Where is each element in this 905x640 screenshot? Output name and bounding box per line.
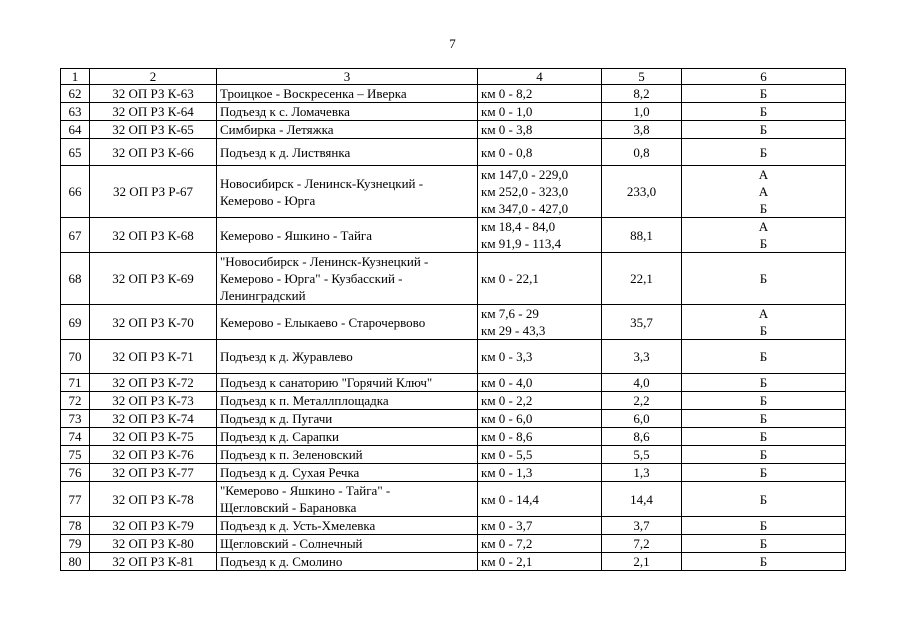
category-cell: [682, 166, 846, 218]
row-number-cell: 75: [61, 446, 90, 464]
road-name-line: Щегловский - Барановка: [220, 500, 357, 515]
length-cell: 0,8: [602, 139, 682, 166]
road-code-cell: 32 ОП РЗ К-73: [90, 392, 217, 410]
category-line: Б: [759, 393, 768, 408]
category-cell: [682, 85, 846, 103]
category-cell: [682, 121, 846, 139]
road-code-cell: 32 ОП РЗ К-66: [90, 139, 217, 166]
row-number-cell: 78: [61, 517, 90, 535]
km-range-line: км 347,0 - 427,0: [481, 201, 569, 216]
category-line: А: [758, 219, 769, 234]
road-name-line: Подъезд к д. Сухая Речка: [220, 465, 360, 480]
road-name-cell: [217, 482, 478, 517]
km-range-line: км 29 - 43,3: [481, 323, 546, 338]
length-cell: 4,0: [602, 374, 682, 392]
length-cell: 2,1: [602, 553, 682, 571]
road-name-line: Кемерово - Яшкино - Тайга: [220, 227, 373, 243]
km-range-cell: [478, 139, 602, 166]
road-name-line: Подъезд к д. Сарапки: [220, 429, 339, 444]
km-range-cell: [478, 253, 602, 305]
row-number-cell: 76: [61, 464, 90, 482]
category-cell: [682, 517, 846, 535]
km-range-line: км 0 - 3,8: [481, 122, 533, 137]
road-name-cell: [217, 121, 478, 139]
table-row: [61, 535, 846, 553]
category-cell: [682, 410, 846, 428]
road-name-line: Симбирка - Летяжка: [220, 122, 334, 137]
roads-table: [60, 68, 846, 571]
row-number-cell: 67: [61, 218, 90, 253]
km-range-line: км 0 - 8,6: [481, 429, 533, 444]
km-range-cell: [478, 428, 602, 446]
row-number-cell: 64: [61, 121, 90, 139]
km-range-line: км 252,0 - 323,0: [481, 184, 569, 199]
road-name-cell: [217, 553, 478, 571]
row-number-cell: 74: [61, 428, 90, 446]
category-cell: [682, 482, 846, 517]
km-range-line: км 0 - 14,4: [481, 491, 539, 507]
category-cell: [682, 446, 846, 464]
table-row: [61, 340, 846, 374]
road-name-line: Подъезд к д. Пугачи: [220, 411, 333, 426]
road-name-cell: [217, 305, 478, 340]
category-line: А: [758, 167, 769, 182]
km-range-line: км 0 - 3,7: [481, 518, 533, 533]
table-row: [61, 166, 846, 218]
category-line: Б: [759, 104, 768, 119]
km-range-line: км 0 - 2,2: [481, 393, 533, 408]
category-cell: [682, 464, 846, 482]
road-name-cell: [217, 85, 478, 103]
road-code-cell: 32 ОП РЗ К-80: [90, 535, 217, 553]
road-name-cell: [217, 340, 478, 374]
road-name-cell: [217, 535, 478, 553]
km-range-line: км 0 - 6,0: [481, 411, 533, 426]
length-cell: 3,8: [602, 121, 682, 139]
road-name-line: Щегловский - Солнечный: [220, 536, 363, 551]
category-cell: [682, 253, 846, 305]
length-cell: 1,3: [602, 464, 682, 482]
km-range-cell: [478, 517, 602, 535]
km-range-cell: [478, 392, 602, 410]
category-cell: [682, 139, 846, 166]
length-cell: 8,6: [602, 428, 682, 446]
row-number-cell: 65: [61, 139, 90, 166]
table-row: [61, 218, 846, 253]
category-line: Б: [759, 465, 768, 480]
road-code-cell: 32 ОП РЗ К-70: [90, 305, 217, 340]
length-cell: 8,2: [602, 85, 682, 103]
km-range-cell: [478, 85, 602, 103]
category-cell: [682, 428, 846, 446]
category-cell: [682, 553, 846, 571]
km-range-line: км 0 - 1,3: [481, 465, 533, 480]
category-line: Б: [759, 349, 768, 364]
category-cell: [682, 103, 846, 121]
km-range-cell: [478, 446, 602, 464]
category-cell: [682, 218, 846, 253]
category-line: Б: [759, 144, 768, 160]
road-name-cell: [217, 253, 478, 305]
km-range-line: км 147,0 - 229,0: [481, 167, 569, 182]
category-line: Б: [759, 201, 768, 216]
table-row: [61, 305, 846, 340]
road-name-line: Кемерово - Юрга: [220, 192, 316, 208]
table-row: [61, 139, 846, 166]
row-number-cell: 62: [61, 85, 90, 103]
km-range-cell: [478, 553, 602, 571]
category-line: Б: [759, 536, 768, 551]
road-name-cell: [217, 517, 478, 535]
category-cell: [682, 535, 846, 553]
road-name-cell: [217, 139, 478, 166]
road-code-cell: 32 ОП РЗ К-79: [90, 517, 217, 535]
km-range-cell: [478, 464, 602, 482]
row-number-cell: 72: [61, 392, 90, 410]
length-cell: 3,3: [602, 340, 682, 374]
road-code-cell: 32 ОП РЗ Р-67: [90, 166, 217, 218]
table-row: [61, 553, 846, 571]
km-range-line: км 0 - 3,3: [481, 349, 533, 364]
category-line: А: [758, 184, 769, 199]
category-line: Б: [759, 236, 768, 251]
category-line: Б: [759, 86, 768, 101]
km-range-line: км 0 - 22,1: [481, 271, 539, 286]
km-range-line: км 0 - 5,5: [481, 447, 533, 462]
road-name-line: Подъезд к п. Металлплощадка: [220, 393, 389, 408]
table-row: [61, 410, 846, 428]
row-number-cell: 70: [61, 340, 90, 374]
road-name-cell: [217, 392, 478, 410]
table-row: [61, 517, 846, 535]
row-number-cell: 71: [61, 374, 90, 392]
road-name-cell: [217, 103, 478, 121]
category-cell: [682, 340, 846, 374]
road-code-cell: 32 ОП РЗ К-69: [90, 253, 217, 305]
km-range-line: км 0 - 8,2: [481, 86, 533, 101]
category-line: Б: [759, 429, 768, 444]
row-number-cell: 66: [61, 166, 90, 218]
road-code-cell: 32 ОП РЗ К-72: [90, 374, 217, 392]
length-cell: 35,7: [602, 305, 682, 340]
road-name-line: Ленинградский: [220, 288, 306, 303]
road-name-line: Новосибирск - Ленинск-Кузнецкий -: [220, 175, 424, 191]
length-cell: 1,0: [602, 103, 682, 121]
road-name-line: Подъезд к с. Ломачевка: [220, 104, 350, 119]
road-name-line: Троицкое - Воскресенка – Иверка: [220, 86, 407, 101]
length-cell: 7,2: [602, 535, 682, 553]
row-number-cell: 79: [61, 535, 90, 553]
table-row: [61, 121, 846, 139]
road-code-cell: 32 ОП РЗ К-76: [90, 446, 217, 464]
category-line: Б: [759, 518, 768, 533]
road-name-line: Подъезд к д. Смолино: [220, 554, 343, 569]
road-name-line: "Кемерово - Яшкино - Тайга" -: [220, 483, 391, 498]
length-cell: 5,5: [602, 446, 682, 464]
table-row: [61, 103, 846, 121]
row-number-cell: 63: [61, 103, 90, 121]
road-name-line: Кемерово - Елыкаево - Старочервово: [220, 314, 426, 330]
km-range-cell: [478, 218, 602, 253]
road-code-cell: 32 ОП РЗ К-63: [90, 85, 217, 103]
category-line: Б: [759, 491, 768, 507]
road-name-line: Подъезд к д. Журавлево: [220, 349, 353, 364]
length-cell: 3,7: [602, 517, 682, 535]
road-code-cell: 32 ОП РЗ К-68: [90, 218, 217, 253]
road-code-cell: 32 ОП РЗ К-77: [90, 464, 217, 482]
road-name-line: Подъезд к д. Листвянка: [220, 144, 351, 160]
road-name-line: Подъезд к санаторию "Горячий Ключ": [220, 375, 433, 390]
road-name-line: "Новосибирск - Ленинск-Кузнецкий -: [220, 254, 429, 269]
road-code-cell: 32 ОП РЗ К-78: [90, 482, 217, 517]
road-name-cell: [217, 446, 478, 464]
road-name-cell: [217, 218, 478, 253]
row-number-cell: 73: [61, 410, 90, 428]
km-range-cell: [478, 166, 602, 218]
length-cell: 6,0: [602, 410, 682, 428]
table-row: [61, 85, 846, 103]
row-number-cell: 80: [61, 553, 90, 571]
table-row: [61, 446, 846, 464]
km-range-line: км 18,4 - 84,0: [481, 219, 556, 234]
category-line: Б: [759, 375, 768, 390]
length-cell: 22,1: [602, 253, 682, 305]
road-code-cell: 32 ОП РЗ К-75: [90, 428, 217, 446]
km-range-cell: [478, 535, 602, 553]
header-cell: 1: [61, 69, 90, 85]
category-line: Б: [759, 323, 768, 338]
km-range-cell: [478, 103, 602, 121]
km-range-cell: [478, 121, 602, 139]
row-number-cell: 69: [61, 305, 90, 340]
km-range-cell: [478, 305, 602, 340]
category-line: Б: [759, 447, 768, 462]
road-name-cell: [217, 428, 478, 446]
table-row: [61, 482, 846, 517]
km-range-cell: [478, 410, 602, 428]
road-code-cell: 32 ОП РЗ К-74: [90, 410, 217, 428]
row-number-cell: 68: [61, 253, 90, 305]
category-cell: [682, 374, 846, 392]
km-range-cell: [478, 374, 602, 392]
road-code-cell: 32 ОП РЗ К-64: [90, 103, 217, 121]
length-cell: 233,0: [602, 166, 682, 218]
table-row: [61, 374, 846, 392]
header-cell: 6: [682, 69, 846, 85]
category-line: Б: [759, 554, 768, 569]
header-cell: 4: [478, 69, 602, 85]
km-range-line: км 0 - 0,8: [481, 144, 533, 160]
road-name-line: Кемерово - Юрга" - Кузбасский -: [220, 271, 403, 286]
road-name-cell: [217, 464, 478, 482]
road-name-cell: [217, 374, 478, 392]
length-cell: 14,4: [602, 482, 682, 517]
header-cell: 2: [90, 69, 217, 85]
category-cell: [682, 305, 846, 340]
page-number: 7: [449, 36, 456, 51]
km-range-cell: [478, 340, 602, 374]
road-code-cell: 32 ОП РЗ К-81: [90, 553, 217, 571]
length-cell: 2,2: [602, 392, 682, 410]
table-row: [61, 464, 846, 482]
table-row: [61, 428, 846, 446]
km-range-line: км 0 - 4,0: [481, 375, 533, 390]
road-name-cell: [217, 166, 478, 218]
km-range-line: км 0 - 7,2: [481, 536, 533, 551]
category-line: Б: [759, 411, 768, 426]
header-cell: 5: [602, 69, 682, 85]
category-line: Б: [759, 122, 768, 137]
road-name-cell: [217, 410, 478, 428]
category-cell: [682, 392, 846, 410]
table-row: [61, 392, 846, 410]
road-code-cell: 32 ОП РЗ К-65: [90, 121, 217, 139]
road-code-cell: 32 ОП РЗ К-71: [90, 340, 217, 374]
length-cell: 88,1: [602, 218, 682, 253]
table-row: [61, 253, 846, 305]
km-range-line: км 7,6 - 29: [481, 306, 539, 321]
road-name-line: Подъезд к п. Зеленовский: [220, 447, 363, 462]
km-range-cell: [478, 482, 602, 517]
category-line: А: [758, 306, 769, 321]
header-row: [61, 69, 846, 85]
road-name-line: Подъезд к д. Усть-Хмелевка: [220, 518, 376, 533]
km-range-line: км 91,9 - 113,4: [481, 236, 562, 251]
km-range-line: км 0 - 2,1: [481, 554, 533, 569]
category-line: Б: [759, 271, 768, 286]
row-number-cell: 77: [61, 482, 90, 517]
header-cell: 3: [217, 69, 478, 85]
km-range-line: км 0 - 1,0: [481, 104, 533, 119]
